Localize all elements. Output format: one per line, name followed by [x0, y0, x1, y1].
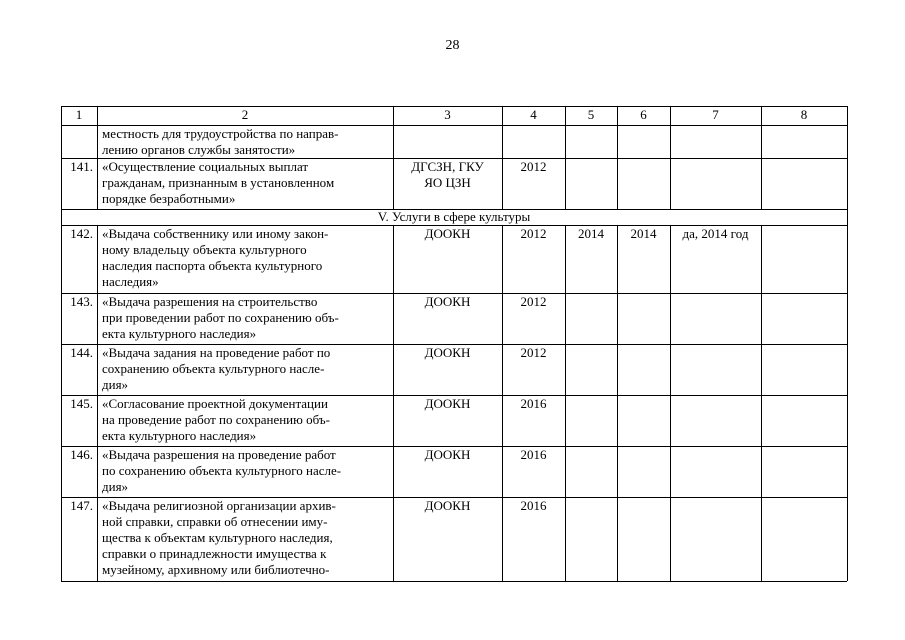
service-description: [102, 226, 328, 290]
service-line: екта культурного наследия»: [102, 428, 257, 443]
cell-col-6: 2014: [630, 226, 657, 241]
service-description: [102, 498, 336, 578]
cell-col-7: да, 2014 год: [682, 226, 749, 241]
service-description: [102, 294, 339, 342]
cell-col-5: 2014: [578, 226, 604, 241]
org-line: ЯО ЦЗН: [424, 175, 471, 190]
services-table: [61, 106, 847, 581]
service-line: музейному, архивному или библиотечно-: [102, 562, 330, 577]
service-line: щества к объектам культурного наследия,: [102, 530, 333, 545]
responsible-organization: [393, 498, 502, 514]
column-border: [847, 106, 848, 581]
cell-col-4: 2016: [520, 447, 547, 462]
org-line: ДГСЗН, ГКУ: [411, 159, 484, 174]
service-description: [102, 396, 330, 444]
column-border: [61, 106, 62, 581]
service-description: [102, 345, 330, 393]
org-line: ДООКН: [424, 294, 471, 309]
row-number: 142.: [70, 226, 93, 241]
header-cell-4: 4: [530, 107, 537, 122]
service-line: сохранению объекта культурного насле-: [102, 361, 325, 376]
header-cell-3: 3: [444, 107, 451, 122]
cell-col-4: 2012: [520, 226, 547, 241]
header-cell-1: 1: [75, 107, 83, 122]
service-line: ной справки, справки об отнесении иму-: [102, 514, 328, 529]
column-border: [761, 225, 762, 581]
responsible-organization: [393, 396, 502, 412]
service-line: «Согласование проектной документации: [102, 396, 328, 411]
service-line: наследия»: [102, 274, 159, 289]
service-description: [102, 447, 341, 495]
service-line: лению органов службы занятости»: [102, 142, 296, 157]
row-number: 146.: [70, 447, 93, 462]
service-line: «Выдача разрешения на проведение работ: [102, 447, 336, 462]
column-border: [565, 225, 566, 581]
service-line: «Выдача задания на проведение работ по: [102, 345, 331, 360]
service-line: гражданам, признанным в установленном: [102, 175, 335, 190]
cell-col-4: 2012: [520, 345, 547, 360]
column-border: [617, 225, 618, 581]
service-line: «Выдача религиозной организации архив-: [102, 498, 336, 513]
cell-col-4: 2016: [520, 396, 547, 411]
row-number: 141.: [70, 159, 93, 174]
row-number: 147.: [70, 498, 93, 513]
responsible-organization: [393, 447, 502, 463]
service-line: «Выдача разрешения на строительство: [102, 294, 318, 309]
service-line: ному владельцу объекта культурного: [102, 242, 307, 257]
responsible-organization: [393, 159, 502, 191]
service-line: дия»: [102, 377, 129, 392]
row-number: 144.: [70, 345, 93, 360]
responsible-organization: [393, 294, 502, 310]
service-line: местность для трудоустройства по направ-: [102, 126, 339, 141]
org-line: ДООКН: [424, 447, 471, 462]
header-cell-5: 5: [587, 107, 595, 122]
org-line: ДООКН: [424, 226, 471, 241]
responsible-organization: [393, 345, 502, 361]
header-cell-2: 2: [241, 107, 249, 122]
cell-col-4: 2012: [520, 294, 547, 309]
cell-col-4: 2012: [520, 159, 547, 174]
org-line: ДООКН: [424, 498, 471, 513]
org-line: ДООКН: [424, 396, 471, 411]
header-cell-7: 7: [712, 107, 719, 122]
service-description: [102, 159, 334, 207]
row-number: 143.: [70, 294, 93, 309]
service-line: при проведении работ по сохранению объ-: [102, 310, 339, 325]
service-line: екта культурного наследия»: [102, 326, 257, 341]
service-line: на проведение работ по сохранению объ-: [102, 412, 330, 427]
row-number: 145.: [70, 396, 93, 411]
service-line: «Осуществление социальных выплат: [102, 159, 309, 174]
page-number: 28: [445, 38, 460, 53]
org-line: ДООКН: [424, 345, 471, 360]
service-line: справки о принадлежности имущества к: [102, 546, 327, 561]
service-line: порядке безработными»: [102, 191, 236, 206]
column-border: [670, 225, 671, 581]
service-line: по сохранению объекта культурного насле-: [102, 463, 342, 478]
row-border: [61, 581, 847, 582]
column-border: [97, 225, 98, 581]
section-heading: V. Услуги в сфере культуры: [377, 209, 531, 224]
service-description: [102, 126, 338, 158]
header-cell-8: 8: [800, 107, 808, 122]
header-cell-6: 6: [640, 107, 647, 122]
responsible-organization: [393, 226, 502, 242]
service-line: наследия паспорта объекта культурного: [102, 258, 323, 273]
service-line: дия»: [102, 479, 129, 494]
service-line: «Выдача собственнику или иному закон-: [102, 226, 329, 241]
cell-col-4: 2016: [520, 498, 547, 513]
